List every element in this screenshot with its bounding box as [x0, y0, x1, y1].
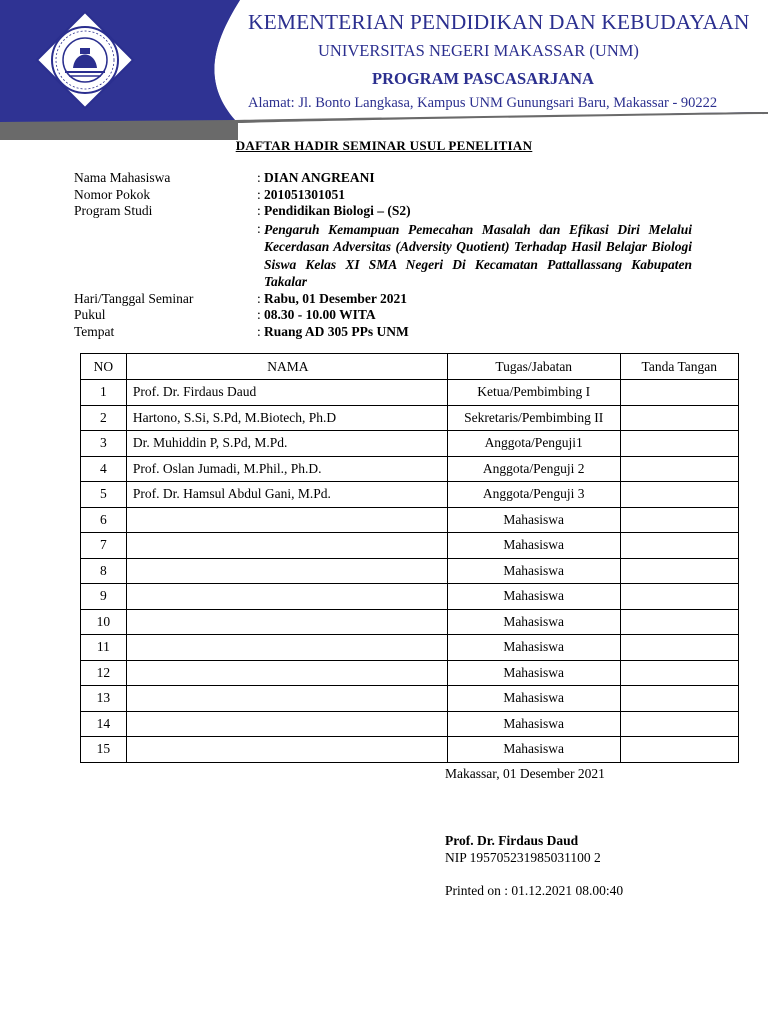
- header-no: NO: [81, 354, 127, 380]
- printed-timestamp: Printed on : 01.12.2021 08.00:40: [445, 883, 624, 898]
- table-row: [81, 507, 739, 533]
- row-no: 4: [81, 456, 127, 482]
- row-nama: Prof. Dr. Firdaus Daud: [126, 380, 447, 406]
- tempat-label: Tempat: [74, 323, 115, 339]
- colon: :: [257, 170, 261, 185]
- row-nama: [126, 609, 447, 635]
- row-no: 15: [81, 737, 127, 763]
- info-row-hari: [74, 291, 694, 308]
- row-nama: [126, 635, 447, 661]
- row-tugas: Mahasiswa: [447, 558, 620, 584]
- tempat-value: Ruang AD 305 PPs UNM: [264, 323, 409, 339]
- prodi-value: Pendidikan Biologi – (S2): [264, 203, 411, 219]
- row-no: 9: [81, 584, 127, 610]
- info-row-tempat: [74, 324, 694, 341]
- university-logo: [35, 10, 135, 110]
- info-row-pukul: [74, 307, 694, 324]
- row-signature-cell: [620, 507, 738, 533]
- row-tugas: Mahasiswa: [447, 660, 620, 686]
- row-no: 14: [81, 711, 127, 737]
- table-row: [81, 609, 739, 635]
- row-nama: [126, 507, 447, 533]
- row-tugas: Anggota/Penguji1: [447, 431, 620, 457]
- row-nama: [126, 558, 447, 584]
- row-nama: [126, 533, 447, 559]
- student-info: [74, 170, 694, 341]
- row-nama: [126, 660, 447, 686]
- colon: :: [257, 290, 261, 306]
- info-row-prodi: [74, 203, 694, 220]
- pukul-value: 08.30 - 10.00 WITA: [264, 307, 376, 323]
- header-tugas: Tugas/Jabatan: [447, 354, 620, 380]
- nomor-label: Nomor Pokok: [74, 186, 151, 202]
- colon: :: [257, 323, 261, 339]
- row-nama: Prof. Oslan Jumadi, M.Phil., Ph.D.: [126, 456, 447, 482]
- hari-value: Rabu, 01 Desember 2021: [264, 290, 407, 306]
- row-nama: Prof. Dr. Hamsul Abdul Gani, M.Pd.: [126, 482, 447, 508]
- table-row: [81, 711, 739, 737]
- row-signature-cell: [620, 533, 738, 559]
- row-signature-cell: [620, 431, 738, 457]
- document-title: DAFTAR HADIR SEMINAR USUL PENELITIAN: [235, 138, 533, 153]
- row-signature-cell: [620, 711, 738, 737]
- header-tanda-tangan: Tanda Tangan: [620, 354, 738, 380]
- university-address: Alamat: Jl. Bonto Langkasa, Kampus UNM Gunungsari Baru, Makassar - 90222: [248, 95, 718, 111]
- table-row: [81, 558, 739, 584]
- table-header-row: [81, 354, 739, 380]
- program-name: PROGRAM PASCASARJANA: [372, 69, 594, 88]
- table-row: [81, 482, 739, 508]
- info-row-nomor: [74, 187, 694, 204]
- row-signature-cell: [620, 456, 738, 482]
- row-no: 13: [81, 686, 127, 712]
- row-tugas: Ketua/Pembimbing I: [447, 380, 620, 406]
- row-signature-cell: [620, 737, 738, 763]
- table-row: [81, 380, 739, 406]
- row-no: 1: [81, 380, 127, 406]
- row-nama: [126, 737, 447, 763]
- row-signature-cell: [620, 558, 738, 584]
- hari-label: Hari/Tanggal Seminar: [74, 290, 194, 306]
- table-row: [81, 533, 739, 559]
- row-tugas: Mahasiswa: [447, 686, 620, 712]
- row-signature-cell: [620, 609, 738, 635]
- row-tugas: Mahasiswa: [447, 635, 620, 661]
- colon: :: [257, 203, 261, 219]
- colon: :: [257, 220, 261, 236]
- row-no: 6: [81, 507, 127, 533]
- row-tugas: Anggota/Penguji 3: [447, 482, 620, 508]
- letterhead: [0, 0, 768, 140]
- table-row: [81, 737, 739, 763]
- row-tugas: Anggota/Penguji 2: [447, 456, 620, 482]
- row-nama: [126, 686, 447, 712]
- row-tugas: Mahasiswa: [447, 507, 620, 533]
- info-row-judul: [74, 220, 694, 291]
- table-row: [81, 686, 739, 712]
- signer-nip: NIP 195705231985031100 2: [445, 850, 601, 865]
- colon: :: [257, 186, 261, 202]
- row-nama: [126, 711, 447, 737]
- table-row: [81, 635, 739, 661]
- row-signature-cell: [620, 380, 738, 406]
- signer-name: Prof. Dr. Firdaus Daud: [445, 833, 579, 848]
- row-signature-cell: [620, 635, 738, 661]
- row-no: 12: [81, 660, 127, 686]
- table-row: [81, 456, 739, 482]
- table-row: [81, 584, 739, 610]
- attendance-table: [80, 353, 739, 763]
- row-no: 5: [81, 482, 127, 508]
- row-nama: [126, 584, 447, 610]
- nama-label: Nama Mahasiswa: [74, 170, 171, 185]
- row-no: 11: [81, 635, 127, 661]
- row-tugas: Mahasiswa: [447, 711, 620, 737]
- row-tugas: Mahasiswa: [447, 609, 620, 635]
- header-nama: NAMA: [126, 354, 447, 380]
- nama-value: DIAN ANGREANI: [264, 170, 375, 185]
- table-row: [81, 431, 739, 457]
- row-tugas: Sekretaris/Pembimbing II: [447, 405, 620, 431]
- judul-value: Pengaruh Kemampuan Pemecahan Masalah dan Efikasi Diri Melalui Kecerdasan Adversitas (Adversity Quotient) Terhadap Hasil Belajar Biologi Siswa Kelas XI SMA Negeri Di Kecamatan Pattallassang Kabupaten Takalar: [264, 221, 692, 290]
- prodi-label: Program Studi: [74, 203, 153, 219]
- info-row-nama: [74, 170, 694, 187]
- row-no: 2: [81, 405, 127, 431]
- row-nama: Hartono, S.Si, S.Pd, M.Biotech, Ph.D: [126, 405, 447, 431]
- row-no: 7: [81, 533, 127, 559]
- row-no: 8: [81, 558, 127, 584]
- pukul-label: Pukul: [74, 307, 106, 323]
- row-signature-cell: [620, 482, 738, 508]
- row-signature-cell: [620, 686, 738, 712]
- table-row: [81, 405, 739, 431]
- row-signature-cell: [620, 584, 738, 610]
- ministry-name: KEMENTERIAN PENDIDIKAN DAN KEBUDAYAAN: [248, 10, 750, 34]
- place-date: Makassar, 01 Desember 2021: [445, 766, 605, 781]
- university-name: UNIVERSITAS NEGERI MAKASSAR (UNM): [318, 41, 639, 60]
- row-tugas: Mahasiswa: [447, 533, 620, 559]
- row-tugas: Mahasiswa: [447, 737, 620, 763]
- row-tugas: Mahasiswa: [447, 584, 620, 610]
- row-no: 3: [81, 431, 127, 457]
- table-row: [81, 660, 739, 686]
- row-signature-cell: [620, 660, 738, 686]
- colon: :: [257, 307, 261, 323]
- nomor-value: 201051301051: [264, 186, 345, 202]
- row-no: 10: [81, 609, 127, 635]
- row-signature-cell: [620, 405, 738, 431]
- row-nama: Dr. Muhiddin P, S.Pd, M.Pd.: [126, 431, 447, 457]
